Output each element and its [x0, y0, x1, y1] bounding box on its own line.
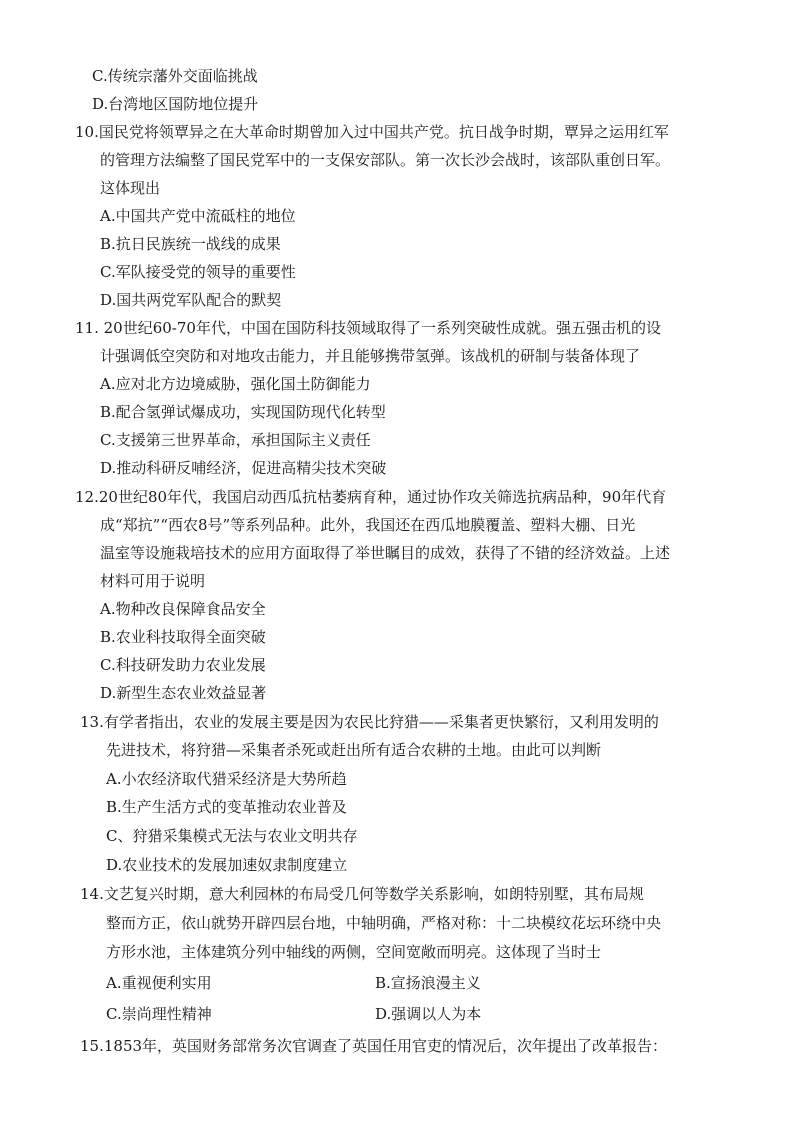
- q13-stem-line-1: 13.有学者指出，农业的发展主要是因为农民比狩猎——采集者更快繁衍，又利用发明的: [80, 713, 659, 731]
- q13-option-d: D.农业技术的发展加速奴隶制度建立: [106, 856, 348, 874]
- q12-option-d: D.新型生态农业效益显著: [100, 684, 267, 702]
- q12-stem-line-1: 12.20世纪80年代，我国启动西瓜抗枯萎病育种，通过协作攻关筛选抗病品种，90年代育: [75, 488, 667, 506]
- q13-stem-line-2: 先进技术，将狩猎—采集者杀死或赶出所有适合农耕的土地。由此可以判断: [106, 741, 602, 759]
- q12-option-c: C.科技研发助力农业发展: [100, 656, 266, 674]
- q13-option-a: A.小农经济取代猎采经济是大势所趋: [106, 770, 347, 788]
- q14-option-a: A.重视便利实用: [106, 974, 212, 992]
- q11-option-c: C.支援第三世界革命，承担国际主义责任: [100, 431, 371, 449]
- q12-stem-line-4: 材料可用于说明: [100, 572, 206, 590]
- q14-stem-line-3: 方形水池，主体建筑分列中轴线的两侧，空间宽敞而明亮。这体现了当时士: [106, 943, 602, 961]
- q13-option-b: B.生产生活方式的变革推动农业普及: [106, 798, 347, 816]
- q10-stem-line-1: 10.国民党将领覃异之在大革命时期曾加入过中国共产党。抗日战争时期，覃异之运用红军: [75, 123, 669, 141]
- q10-option-c: C.军队接受党的领导的重要性: [100, 263, 296, 281]
- q14-option-c: C.崇尚理性精神: [106, 1005, 212, 1023]
- q10-stem-line-2: 的管理方法编整了国民党军中的一支保安部队。第一次长沙会战时，该部队重创日军。: [100, 151, 671, 169]
- q14-option-d: D.强调以人为本: [375, 1005, 482, 1023]
- q11-option-d: D.推动科研反哺经济，促进高精尖技术突破: [100, 459, 387, 477]
- q11-stem-line-1: 11. 20世纪60-70年代，中国在国防科技领域取得了一系列突破性成就。强五强击机的设: [75, 319, 661, 337]
- q9-option-d: D.台湾地区国防地位提升: [92, 95, 259, 113]
- q14-stem-line-1: 14.文艺复兴时期，意大利园林的布局受几何等数学关系影响，如朗特别墅，其布局规: [80, 885, 644, 903]
- q10-stem-line-3: 这体现出: [100, 179, 161, 197]
- q11-stem-line-2: 计强调低空突防和对地攻击能力，并且能够携带氢弹。该战机的研制与装备体现了: [100, 347, 641, 365]
- q10-option-a: A.中国共产党中流砥柱的地位: [100, 207, 296, 225]
- q11-option-b: B.配合氢弹试爆成功，实现国防现代化转型: [100, 403, 386, 421]
- q11-option-a: A.应对北方边境威胁，强化国土防御能力: [100, 375, 371, 393]
- q9-option-c: C.传统宗藩外交面临挑战: [92, 67, 258, 85]
- q13-option-c: C、狩猎采集模式无法与农业文明共存: [106, 827, 358, 845]
- q12-option-a: A.物种改良保障食品安全: [100, 600, 266, 618]
- q10-option-d: D.国共两党军队配合的默契: [100, 291, 282, 309]
- q12-stem-line-3: 温室等设施栽培技术的应用方面取得了举世瞩目的成效，获得了不错的经济效益。上述: [100, 544, 671, 562]
- q12-stem-line-2: 成“郑抗”“西农8号”等系列品种。此外，我国还在西瓜地膜覆盖、塑料大棚、日光: [100, 516, 636, 534]
- q10-option-b: B.抗日民族统一战线的成果: [100, 235, 281, 253]
- q12-option-b: B.农业科技取得全面突破: [100, 628, 266, 646]
- q14-option-b: B.宣扬浪漫主义: [375, 974, 481, 992]
- q14-stem-line-2: 整而方正，依山就势开辟四层台地，中轴明确，严格对称：十二块模纹花坛环绕中央: [106, 914, 662, 932]
- q15-stem-line-1: 15.1853年，英国财务部常务次官调查了英国任用官吏的情况后，次年提出了改革报告：: [80, 1037, 668, 1055]
